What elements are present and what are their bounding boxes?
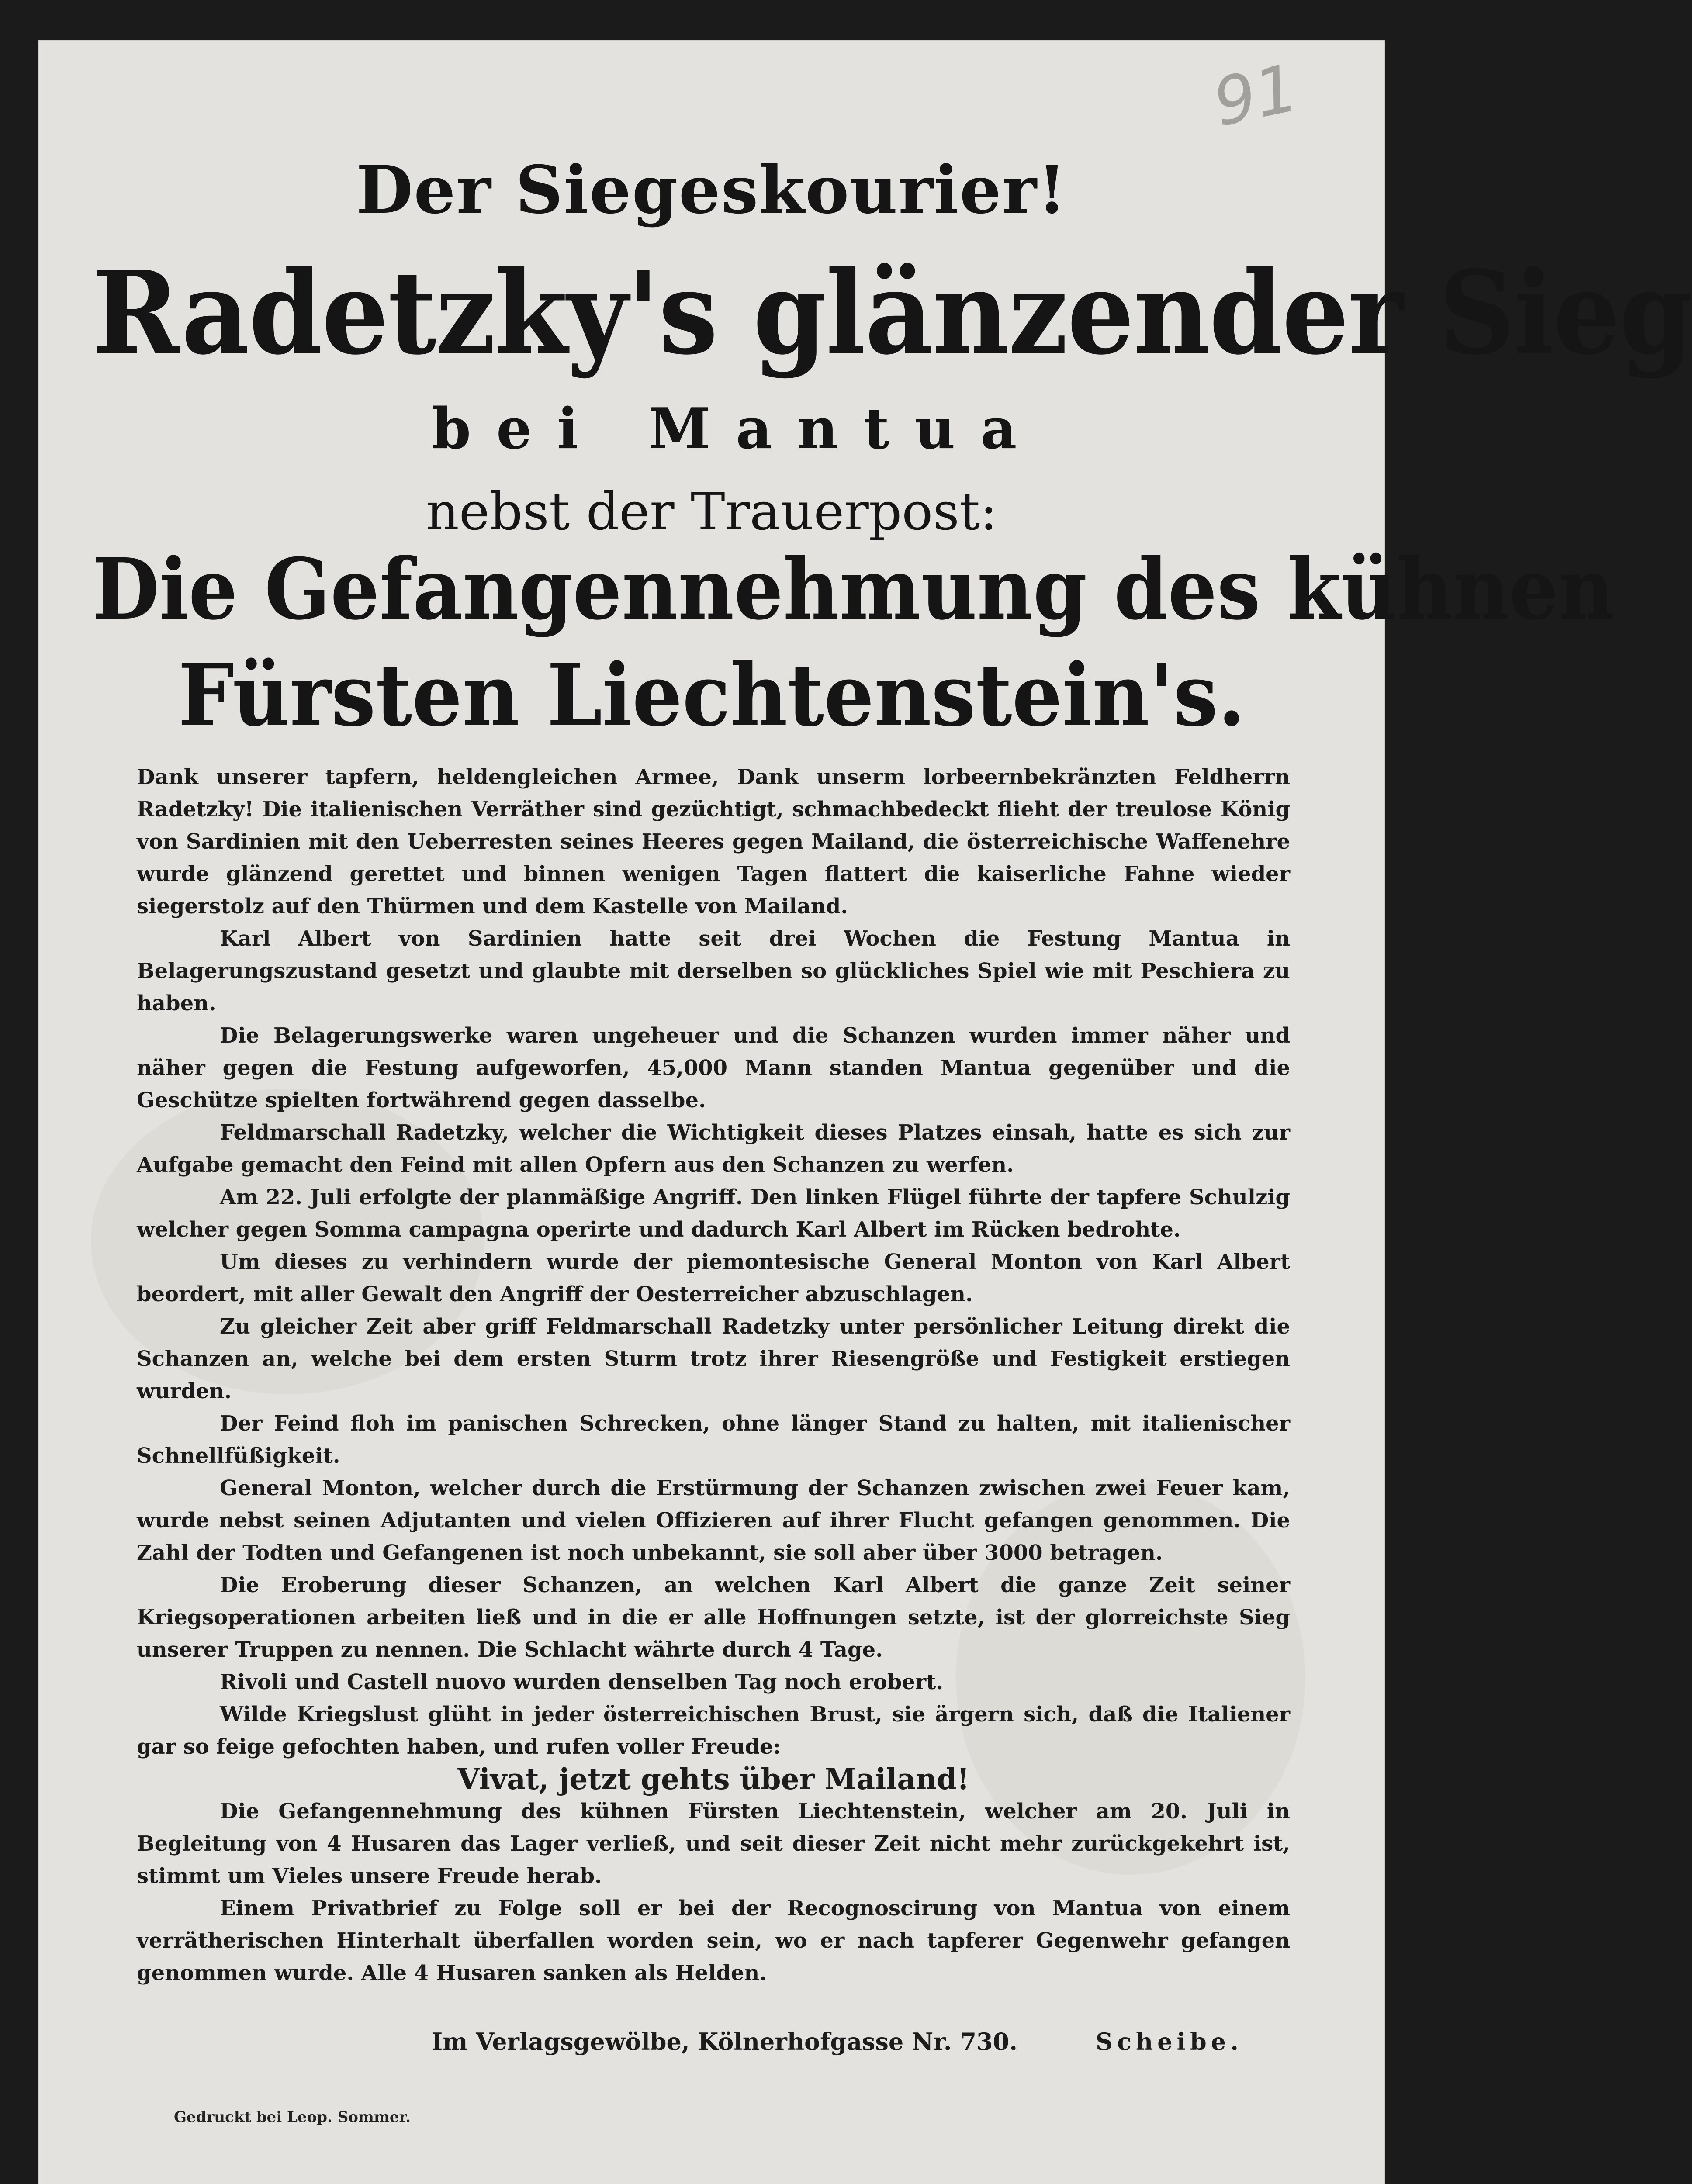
paragraph: Rivoli und Castell nuovo wurden denselben Tag noch erobert. (220, 1670, 944, 1694)
vivat-exclamation: Vivat, jetzt gehts über Mailand! (457, 1762, 970, 1796)
paragraph: Dank unserer tapfern, heldengleichen Armee, Dank unserm lorbeernbekränzten Feldherrn Radetzky! Die italienischen Verräther sind gezüchtigt, schmachbedeckt flieht der treulose König von Sardinien mit den Ueberresten seines Heeres gegen Mailand, die österreichische Waffenehre wurde glänzend gerettet und binnen wenigen Tagen flattert die kaiserliche Fahne wieder siegerstolz auf den Thürmen und dem Kastelle von Mailand. (137, 765, 1290, 919)
headline-bei-mantua: bei Mantua (432, 396, 1042, 462)
paragraph: Die Eroberung dieser Schanzen, an welchen Karl Albert die ganze Zeit seiner Kriegsoperationen arbeiten ließ und in die er alle Hoffnungen setzte, ist der glorreichste Sieg unserer Truppen zu nennen. Die Schlacht währte durch 4 Tage. (137, 1573, 1290, 1662)
pencil-annotation: 91 (1207, 50, 1305, 142)
footer (38, 2028, 1385, 2067)
headline-liechtenstein: Fürsten Liechtenstein's. (178, 645, 1246, 746)
paragraph: Einem Privatbrief zu Folge soll er bei der Recognoscirung von Mantua von einem verrätherischen Hinterhalt überfallen worden sein, wo er nach tapferer Gegenwehr gefangen genommen wurde. Alle 4 Husaren sanken als Helden. (137, 1896, 1290, 1985)
printer-imprint: Gedruckt bei Leop. Sommer. (174, 2108, 411, 2126)
headline-siegeskourier: Der Siegeskourier! (356, 152, 1067, 228)
paragraph: Am 22. Juli erfolgte der planmäßige Angriff. Den linken Flügel führte der tapfere Schulzig welcher gegen Somma campagna operirte und dadurch Karl Albert im Rücken bedrohte. (137, 1185, 1290, 1242)
paragraph: Wilde Kriegslust glüht in jeder österreichischen Brust, sie ärgern sich, daß die Italiener gar so feige gefochten haben, und rufen voller Freude: (137, 1702, 1290, 1759)
paragraph: Feldmarschall Radetzky, welcher die Wichtigkeit dieses Platzes einsah, hatte es sich zur Aufgabe gemacht den Feind mit allen Opfern aus den Schanzen zu werfen. (137, 1120, 1290, 1177)
publisher-address: Im Verlagsgewölbe, Kölnerhofgasse Nr. 730. (432, 2028, 1017, 2056)
paragraph: Karl Albert von Sardinien hatte seit drei Wochen die Festung Mantua in Belagerungszustand gesetzt und glaubte mit derselben so glückliches Spiel wie mit Peschiera zu haben. (137, 926, 1290, 1016)
author-signature: Scheibe. (1096, 2028, 1243, 2056)
paragraph: General Monton, welcher durch die Erstürmung der Schanzen zwischen zwei Feuer kam, wurde nebst seinen Adjutanten und vielen Offizieren auf ihrer Flucht gefangen genommen. Die Zahl der Todten und Gefangenen ist noch unbekannt, sie soll aber über 3000 betragen. (137, 1476, 1290, 1565)
paragraph: Zu gleicher Zeit aber griff Feldmarschall Radetzky unter persönlicher Leitung direkt die Schanzen an, welche bei dem ersten Sturm trotz ihrer Riesengröße und Festigkeit erstiegen wurden. (137, 1314, 1290, 1403)
paragraph: Der Feind floh im panischen Schrecken, ohne länger Stand zu halten, mit italienischer Schnellfüßigkeit. (137, 1411, 1290, 1468)
headline-trauerpost: nebst der Trauerpost: (426, 481, 998, 542)
paragraph: Um dieses zu verhindern wurde der piemontesische General Monton von Karl Albert beordert, mit aller Gewalt den Angriff der Oesterreicher abzuschlagen. (137, 1250, 1290, 1306)
broadsheet-page (38, 40, 1692, 2184)
headline-gefangennehmung: Die Gefangennehmung des kühnen (92, 540, 1615, 639)
headline-radetzky-sieg: Radetzky's glänzender Sieg (92, 245, 1692, 380)
article-body (137, 761, 1290, 1989)
paragraph: Die Belagerungswerke waren ungeheuer und die Schanzen wurden immer näher und näher gegen die Festung aufgeworfen, 45,000 Mann standen Mantua gegenüber und die Geschütze spielten fortwährend gegen dasselbe. (137, 1023, 1290, 1113)
paragraph: Die Gefangennehmung des kühnen Fürsten Liechtenstein, welcher am 20. Juli in Begleitung von 4 Husaren das Lager verließ, und seit dieser Zeit nicht mehr zurückgekehrt ist, stimmt um Vieles unsere Freude herab. (137, 1799, 1290, 1888)
